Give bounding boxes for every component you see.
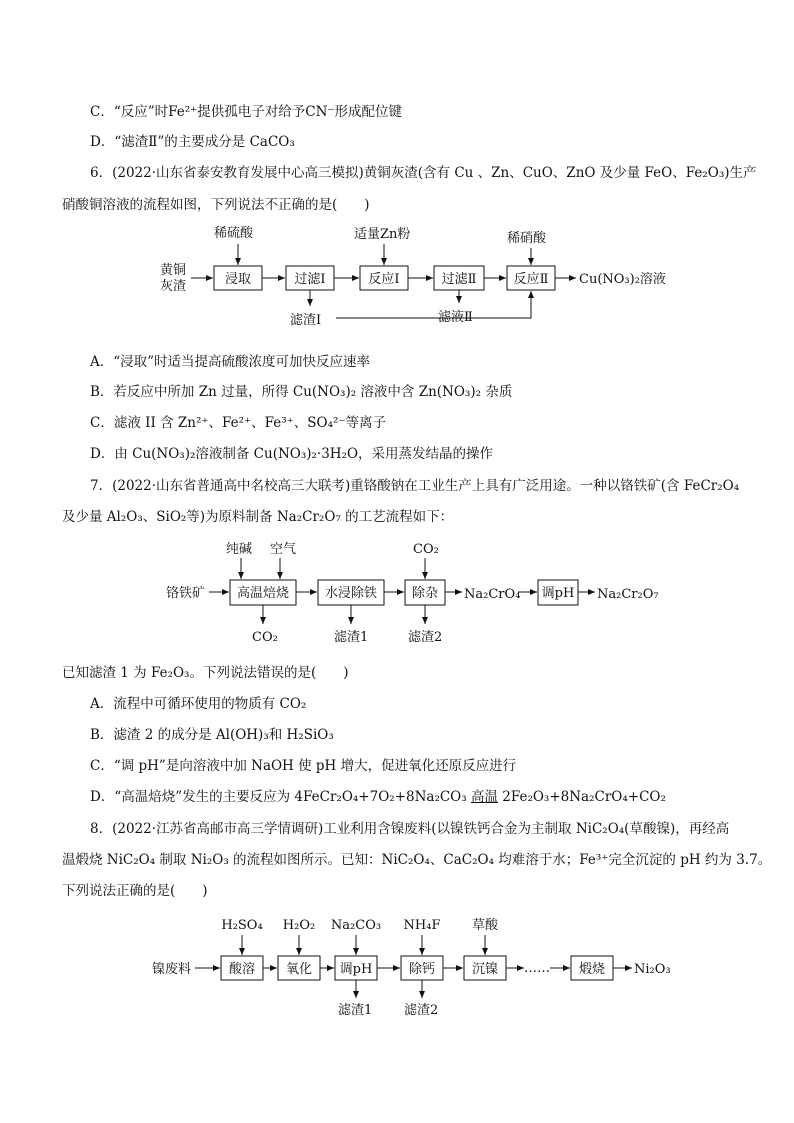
q5-option-d: D．“滤渣Ⅱ”的主要成分是 CaCO₃ xyxy=(90,134,295,150)
q7-stem-line1: 7．(2022·山东省普通高中名校高三大联考)重铬酸钠在工业生产上具有广泛用途。一种以铬铁矿(含 FeCr₂O₄ xyxy=(90,478,740,494)
q7-product-na2cr2o7: Na₂Cr₂O₇ xyxy=(597,587,659,602)
q5-option-c: C．“反应”时Fe²⁺提供孤电子对给予CN⁻形成配位键 xyxy=(90,104,403,120)
q6-stem-line2: 硝酸铜溶液的流程如图，下列说法不正确的是( ) xyxy=(62,197,370,213)
q7-reagent-co2: CO₂ xyxy=(413,542,439,557)
q8-box-adjust-ph-label: 调pH xyxy=(339,962,373,977)
q8-output-residue1: 滤渣1 xyxy=(338,1003,373,1018)
q6-option-d: D．由 Cu(NO₃)₂溶液制备 Cu(NO₃)₂·3H₂O，采用蒸发结晶的操作 xyxy=(90,446,494,462)
q8-box-acid-dissolve-label: 酸溶 xyxy=(228,962,256,977)
q7-stem-line2: 及少量 Al₂O₃、SiO₂等)为原料制备 Na₂Cr₂O₇ 的工艺流程如下： xyxy=(62,509,454,525)
q8-stem-line3: 下列说法正确的是( ) xyxy=(62,883,208,899)
q6-input-label-2: 灰渣 xyxy=(160,279,187,294)
q6-box-reaction1-label: 反应Ⅰ xyxy=(368,272,400,287)
q7-reagent-soda: 纯碱 xyxy=(226,542,253,557)
q6-option-a: A．“浸取”时适当提高硫酸浓度可加快反应速率 xyxy=(90,354,371,370)
q6-option-c: C．滤液 II 含 Zn²⁺、Fe²⁺、Fe³⁺、SO₄²⁻等离子 xyxy=(90,415,387,431)
q8-product-ni2o3: Ni₂O₃ xyxy=(634,962,671,977)
q7-box-leach-iron-label: 水浸除铁 xyxy=(324,586,378,601)
q8-output-residue2: 滤渣2 xyxy=(404,1003,439,1018)
q8-reagent-na2co3: Na₂CO₃ xyxy=(330,918,382,933)
q8-stem-line1: 8．(2022·江苏省高邮市高三学情调研)工业利用含镍废料(以镍铁钙合金为主制取 NiC₂O₄(草酸镍)，再经高 xyxy=(90,821,730,837)
q8-box-remove-calcium-label: 除钙 xyxy=(408,962,436,977)
q8-reagent-oxalic-acid: 草酸 xyxy=(471,918,499,933)
q8-stem-line2: 温煅烧 NiC₂O₄ 制取 Ni₂O₃ 的流程如图所示。已知：NiC₂O₄、CaC₂O₄ 均难溶于水；Fe³⁺完全沉淀的 pH 约为 3.7。 xyxy=(62,852,772,868)
q7-option-b: B．滤渣 2 的成分是 Al(OH)₃和 H₂SiO₃ xyxy=(90,727,334,743)
q7-output-co2: CO₂ xyxy=(252,630,278,645)
q6-box-filter1-label: 过滤Ⅰ xyxy=(294,272,326,287)
q7-option-d-reactants: D．“高温焙烧”发生的主要反应为 4FeCr₂O₄+7O₂+8Na₂CO₃ xyxy=(90,789,471,805)
q6-stem-line1: 6．(2022·山东省泰安教育发展中心高三模拟)黄铜灰渣(含有 Cu 、Zn、CuO、ZnO 及少量 FeO、Fe₂O₃)生产 xyxy=(90,165,757,181)
q7-reagent-air: 空气 xyxy=(270,542,297,557)
q6-option-b: B．若反应中所加 Zn 过量，所得 Cu(NO₃)₂ 溶液中含 Zn(NO₃)₂ 杂质 xyxy=(90,384,513,400)
q8-ellipsis: …… xyxy=(524,961,550,976)
q7-output-residue1: 滤渣1 xyxy=(334,630,369,645)
q8-reagent-h2so4: H₂SO₄ xyxy=(221,918,263,933)
q8-box-calcine-label: 煅烧 xyxy=(578,962,606,977)
q8-box-oxidize-label: 氧化 xyxy=(285,962,313,977)
q6-reagent-zinc: 适量Zn粉 xyxy=(354,227,411,242)
q6-reagent-dilute-sulfuric: 稀硫酸 xyxy=(214,226,254,241)
q7-input-chromite: 铬铁矿 xyxy=(166,586,206,601)
q7-output-residue2: 滤渣2 xyxy=(408,630,443,645)
q6-box-filter2-label: 过滤Ⅱ xyxy=(441,272,477,287)
q8-input-nickel-waste: 镍废料 xyxy=(152,962,192,977)
q7-option-d-products: 2Fe₂O₃+8Na₂CrO₄+CO₂ xyxy=(497,789,666,805)
q8-box-precipitate-nickel-label: 沉镍 xyxy=(471,962,499,977)
q7-box-adjust-ph-label: 调pH xyxy=(541,586,575,601)
q6-reagent-dilute-nitric: 稀硝酸 xyxy=(507,231,547,246)
q6-input-label-1: 黄铜 xyxy=(160,263,187,278)
q6-product: Cu(NO₃)₂溶液 xyxy=(579,272,666,287)
q8-reagent-h2o2: H₂O₂ xyxy=(282,918,316,933)
q6-output-filtrate2: 滤液Ⅱ xyxy=(438,310,473,325)
q6-box-leaching-label: 浸取 xyxy=(224,272,252,287)
q7-known: 已知滤渣 1 为 Fe₂O₃。下列说法错误的是( ) xyxy=(62,665,349,681)
q7-option-a: A．流程中可循环使用的物质有 CO₂ xyxy=(90,696,307,712)
q7-option-d-condition: 高温 xyxy=(470,789,498,805)
q7-intermediate-na2cro4: Na₂CrO₄ xyxy=(464,587,521,602)
q8-reagent-nh4f: NH₄F xyxy=(403,918,441,933)
q6-box-reaction2-label: 反应Ⅱ xyxy=(513,272,549,287)
q7-option-c: C．“调 pH”是向溶液中加 NaOH 使 pH 增大，促进氧化还原反应进行 xyxy=(90,758,517,774)
q7-box-impurity-label: 除杂 xyxy=(411,586,439,601)
q7-box-roasting-label: 高温焙烧 xyxy=(236,586,290,601)
q6-output-residue1: 滤渣Ⅰ xyxy=(290,313,322,328)
